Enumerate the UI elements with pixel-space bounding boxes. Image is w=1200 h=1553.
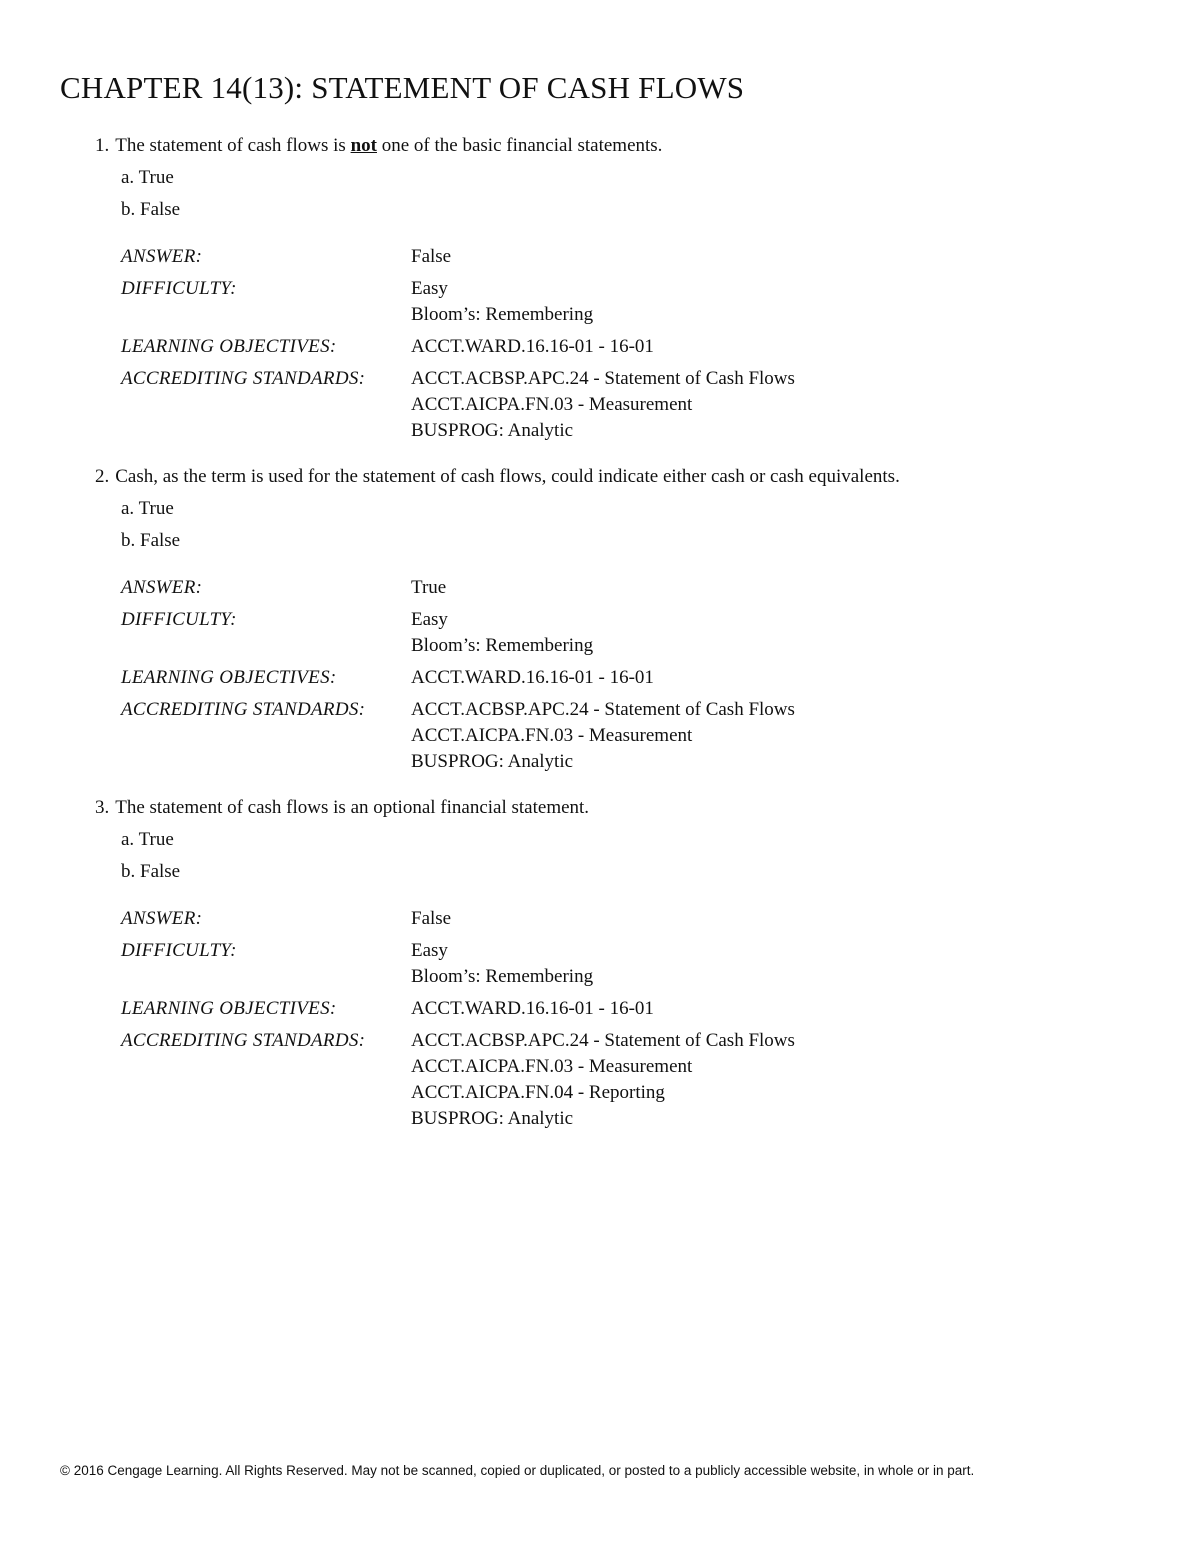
question-stem: [95, 465, 1155, 489]
answer-label: ANSWER:: [121, 246, 203, 267]
difficulty-value: Easy: [411, 278, 448, 299]
difficulty-row: [121, 276, 1155, 328]
difficulty-value: Easy: [411, 940, 448, 961]
accrediting-standard-value: ACCT.AICPA.FN.03 - Measurement: [411, 725, 693, 746]
answer-metadata: [121, 575, 1155, 775]
accrediting-standard-value: ACCT.ACBSP.APC.24 - Statement of Cash Flows: [411, 699, 795, 720]
accrediting-standard-value: BUSPROG: Analytic: [411, 751, 574, 772]
choice-b: b. False: [121, 530, 181, 551]
answer-value: False: [411, 908, 452, 929]
accrediting-standards-row: [121, 697, 1155, 775]
answer-metadata: [121, 244, 1155, 444]
question-stem: [95, 134, 1155, 158]
stem-text-before: The statement of cash flows is an optional financial statement.: [115, 797, 590, 818]
answer-row: [121, 906, 1155, 932]
answer-value: True: [411, 577, 447, 598]
copyright-footer: © 2016 Cengage Learning. All Rights Reserved. May not be scanned, copied or duplicated, or posted to a publicly accessible website, in whole or in part.: [60, 1463, 975, 1478]
accrediting-standard-value: BUSPROG: Analytic: [411, 420, 574, 441]
difficulty-row: [121, 938, 1155, 990]
accrediting-standards-label: ACCREDITING STANDARDS:: [121, 1030, 366, 1051]
accrediting-standard-value: ACCT.AICPA.FN.03 - Measurement: [411, 394, 693, 415]
answer-label: ANSWER:: [121, 577, 203, 598]
question-2: [95, 465, 1155, 781]
difficulty-value: Bloom’s: Remembering: [411, 966, 594, 987]
choice-a: a. True: [121, 498, 174, 519]
answer-label: ANSWER:: [121, 908, 203, 929]
learning-objective-value: ACCT.WARD.16.16-01 - 16-01: [411, 667, 654, 688]
accrediting-standards-row: [121, 1028, 1155, 1132]
choice-a: a. True: [121, 167, 174, 188]
choice-b: b. False: [121, 861, 181, 882]
learning-objective-value: ACCT.WARD.16.16-01 - 16-01: [411, 336, 654, 357]
accrediting-standard-value: ACCT.ACBSP.APC.24 - Statement of Cash Flows: [411, 368, 795, 389]
choice-list: [95, 493, 1155, 557]
learning-objectives-row: [121, 665, 1155, 691]
answer-row: [121, 575, 1155, 601]
accrediting-standard-value: ACCT.ACBSP.APC.24 - Statement of Cash Flows: [411, 1030, 795, 1051]
stem-text-after: one of the basic financial statements.: [377, 135, 663, 156]
difficulty-label: DIFFICULTY:: [121, 609, 237, 630]
choice-list: [95, 162, 1155, 226]
difficulty-value: Easy: [411, 609, 448, 630]
answer-value: False: [411, 246, 452, 267]
learning-objectives-row: [121, 996, 1155, 1022]
accrediting-standards-row: [121, 366, 1155, 444]
learning-objectives-label: LEARNING OBJECTIVES:: [121, 336, 337, 357]
stem-emphasis: not: [350, 135, 377, 156]
choice-a: a. True: [121, 829, 174, 850]
learning-objective-value: ACCT.WARD.16.16-01 - 16-01: [411, 998, 654, 1019]
difficulty-row: [121, 607, 1155, 659]
accrediting-standard-value: ACCT.AICPA.FN.03 - Measurement: [411, 1056, 693, 1077]
learning-objectives-label: LEARNING OBJECTIVES:: [121, 667, 337, 688]
choice-list: [95, 824, 1155, 888]
question-number: 3.: [95, 797, 110, 818]
accrediting-standards-label: ACCREDITING STANDARDS:: [121, 699, 366, 720]
learning-objectives-label: LEARNING OBJECTIVES:: [121, 998, 337, 1019]
accrediting-standards-label: ACCREDITING STANDARDS:: [121, 368, 366, 389]
stem-text-before: Cash, as the term is used for the statement of cash flows, could indicate either cash or cash equivalents.: [115, 466, 900, 487]
choice-b: b. False: [121, 199, 181, 220]
question-1: [95, 134, 1155, 450]
difficulty-label: DIFFICULTY:: [121, 278, 237, 299]
difficulty-value: Bloom’s: Remembering: [411, 304, 594, 325]
question-number: 2.: [95, 466, 110, 487]
question-number: 1.: [95, 135, 110, 156]
question-3: [95, 796, 1155, 1138]
learning-objectives-row: [121, 334, 1155, 360]
question-stem: [95, 796, 1155, 820]
difficulty-value: Bloom’s: Remembering: [411, 635, 594, 656]
page-title: CHAPTER 14(13): STATEMENT OF CASH FLOWS: [60, 70, 745, 105]
accrediting-standard-value: BUSPROG: Analytic: [411, 1108, 574, 1129]
stem-text-before: The statement of cash flows is: [115, 135, 351, 156]
answer-row: [121, 244, 1155, 270]
difficulty-label: DIFFICULTY:: [121, 940, 237, 961]
answer-metadata: [121, 906, 1155, 1132]
accrediting-standard-value: ACCT.AICPA.FN.04 - Reporting: [411, 1082, 665, 1103]
